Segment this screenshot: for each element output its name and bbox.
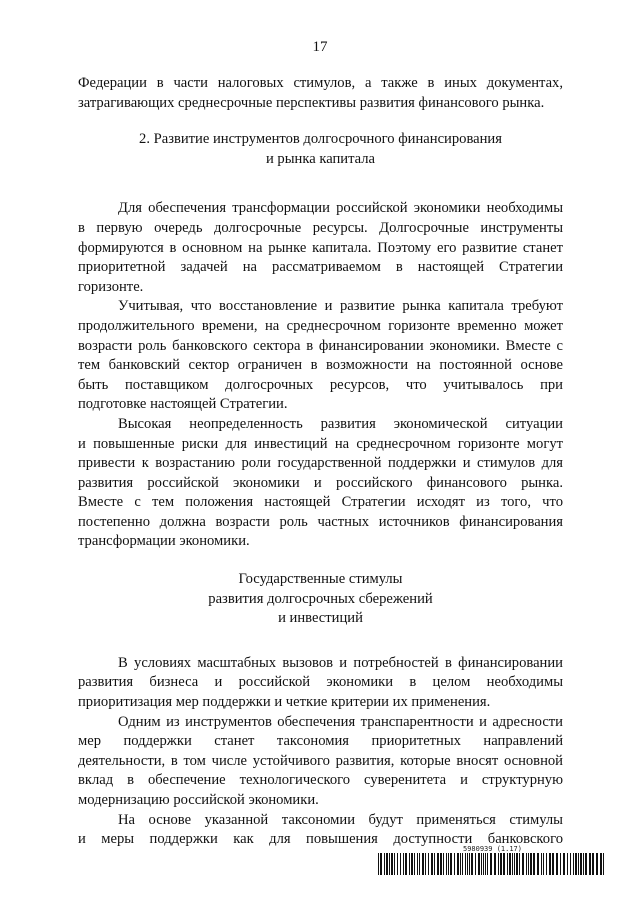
text-line: приоритизация мер поддержки и четкие критерии их применения.: [78, 694, 491, 711]
text-line: На основе указанной таксономии будут применяться стимулы: [118, 811, 563, 828]
barcode-bar: [543, 853, 544, 875]
barcode-bar: [533, 853, 535, 875]
barcode-bar: [485, 853, 486, 875]
barcode-bar: [514, 853, 515, 875]
barcode-bar: [471, 853, 473, 875]
barcode-bar: [596, 853, 598, 875]
text-line: быть поставщиком долгосрочных ресурсов, что учитывалось при: [78, 376, 563, 393]
text-line: формируются в основном на рынке капитала. Поэтому его развитие станет: [78, 239, 563, 256]
barcode-bar: [448, 853, 449, 875]
barcode-bar: [394, 853, 395, 875]
barcode-bar: [431, 853, 433, 875]
paragraph: [78, 713, 563, 811]
text-line: Для обеспечения трансформации российской экономики необходимы: [118, 200, 563, 217]
text-line: Вместе с тем положения настоящей Стратегии исходят из того, что: [78, 494, 563, 511]
barcode-bar: [552, 853, 554, 875]
text-line: возрасти роль банковского сектора в финансировании экономики. Вместе с: [78, 337, 563, 354]
barcode-bar: [546, 853, 547, 875]
barcode-bar: [378, 853, 379, 875]
barcode-bar: [405, 853, 407, 875]
text-line: подготовке настоящей Стратегии.: [78, 396, 288, 413]
barcode-bar: [522, 853, 524, 875]
text-line: Учитывая, что восстановление и развитие рынка капитала требуют: [118, 298, 563, 315]
barcode-bar: [498, 853, 499, 875]
paragraph: [78, 297, 563, 415]
barcode-bar: [437, 853, 439, 875]
paragraph: [78, 811, 563, 850]
barcode-bar: [603, 853, 604, 875]
text-line: В условиях масштабных вызовов и потребностей в финансировании: [118, 654, 563, 671]
barcode-bar: [417, 853, 418, 875]
barcode-bar: [592, 853, 594, 875]
barcode-bar: [589, 853, 591, 875]
barcode-bar: [462, 853, 463, 875]
barcode-bar: [428, 853, 429, 875]
barcode-bar: [578, 853, 579, 875]
text-line: развития российской экономики и российского финансового рынка.: [78, 474, 563, 491]
barcode-bar: [425, 853, 426, 875]
barcode-bar: [567, 853, 568, 875]
barcode-bar: [560, 853, 561, 875]
text-line: горизонте.: [78, 278, 144, 295]
barcode: [378, 853, 606, 875]
barcode-bar: [528, 853, 529, 875]
paragraph: [78, 199, 563, 297]
barcode-bar: [541, 853, 542, 875]
document-stamp: [378, 845, 606, 875]
barcode-bar: [483, 853, 484, 875]
text-line: вклад в обеспечение технологического суверенитета и структурную: [78, 772, 563, 789]
text-line: Высокая неопределенность развития экономической ситуации: [118, 415, 563, 432]
barcode-bar: [440, 853, 442, 875]
barcode-bar: [469, 853, 470, 875]
barcode-bar: [556, 853, 558, 875]
barcode-bar: [575, 853, 577, 875]
barcode-bar: [481, 853, 482, 875]
text-line: мер поддержки станет таксономия приоритетных направлений: [78, 733, 563, 750]
barcode-bar: [460, 853, 461, 875]
section-heading: [78, 130, 563, 169]
page-number: 17: [312, 39, 328, 55]
barcode-bar: [549, 853, 551, 875]
barcode-bar: [509, 853, 511, 875]
text-line: в первую очередь долгосрочные ресурсы. Долгосрочные инструменты: [78, 219, 563, 236]
barcode-bar: [580, 853, 582, 875]
barcode-bar: [526, 853, 527, 875]
barcode-bar: [490, 853, 492, 875]
barcode-bar: [519, 853, 520, 875]
barcode-bar: [573, 853, 574, 875]
barcode-bar: [457, 853, 459, 875]
text-line: Федерации в части налоговых стимулов, а также в иных документах,: [78, 75, 563, 91]
barcode-bar: [494, 853, 496, 875]
barcode-bar: [391, 853, 393, 875]
paragraph-continuation: [78, 74, 563, 113]
barcode-bar: [380, 853, 382, 875]
barcode-bar: [454, 853, 455, 875]
text-line: модернизацию российской экономики.: [78, 792, 319, 808]
text-line: приоритетной задачей на рассматриваемом в настоящей Стратегии: [78, 259, 563, 276]
barcode-bar: [583, 853, 584, 875]
subsection-heading: [78, 570, 563, 629]
barcode-bar: [467, 853, 468, 875]
barcode-bar: [600, 853, 602, 875]
barcode-bar: [500, 853, 502, 875]
barcode-bar: [443, 853, 444, 875]
barcode-bar: [450, 853, 452, 875]
barcode-bar: [411, 853, 413, 875]
heading-line: и рынка капитала: [265, 150, 376, 167]
text-line: постепенно должна возрасти роль частных источников финансирования: [78, 513, 563, 530]
barcode-bar: [516, 853, 518, 875]
barcode-bar: [512, 853, 513, 875]
text-line: привести к возрастанию роли государственной поддержки и стимулов для: [78, 455, 563, 472]
text-line: затрагивающих среднесрочные перспективы развития финансового рынка.: [78, 94, 545, 111]
paragraph: [78, 654, 563, 713]
barcode-bar: [386, 853, 388, 875]
barcode-bar: [487, 853, 488, 875]
heading-line: Государственные стимулы: [238, 571, 403, 588]
stamp-code: 5980939 (1.17): [462, 845, 522, 853]
barcode-bar: [503, 853, 505, 875]
barcode-bar: [507, 853, 508, 875]
barcode-bar: [400, 853, 401, 875]
barcode-bar: [422, 853, 424, 875]
text-line: и повышенные риски для инвестиций на среднесрочном горизонте могут: [78, 435, 563, 452]
heading-line: и инвестиций: [278, 610, 363, 627]
barcode-bar: [414, 853, 415, 875]
barcode-bar: [570, 853, 571, 875]
heading-line: развития долгосрочных сбережений: [208, 590, 433, 607]
barcode-bar: [446, 853, 447, 875]
barcode-bar: [434, 853, 435, 875]
heading-line: 2. Развитие инструментов долгосрочного финансирования: [139, 131, 502, 148]
barcode-bar: [403, 853, 404, 875]
text-line: и меры поддержки как для повышения доступности банковского: [78, 831, 563, 848]
barcode-bar: [475, 853, 476, 875]
barcode-bar: [478, 853, 480, 875]
paragraph: [78, 415, 563, 552]
barcode-bar: [397, 853, 398, 875]
barcode-bar: [389, 853, 390, 875]
text-line: Одним из инструментов обеспечения транспарентности и адресности: [118, 713, 563, 730]
text-line: тем банковский сектор ограничен в возможности на постоянной основе: [78, 357, 563, 374]
barcode-bar: [585, 853, 587, 875]
barcode-bar: [409, 853, 410, 875]
barcode-bar: [530, 853, 532, 875]
barcode-bar: [384, 853, 385, 875]
text-line: развития бизнеса и российской экономики в целом необходимы: [78, 674, 563, 691]
document-body: [78, 74, 563, 850]
barcode-bar: [419, 853, 420, 875]
text-line: трансформации экономики.: [78, 533, 250, 550]
barcode-bar: [563, 853, 565, 875]
text-line: деятельности, в том числе устойчивого развития, которые вносят основной: [78, 752, 563, 769]
barcode-bar: [465, 853, 466, 875]
barcode-bar: [537, 853, 539, 875]
text-line: продолжительного времени, на среднесрочном горизонте временно может: [78, 317, 563, 334]
